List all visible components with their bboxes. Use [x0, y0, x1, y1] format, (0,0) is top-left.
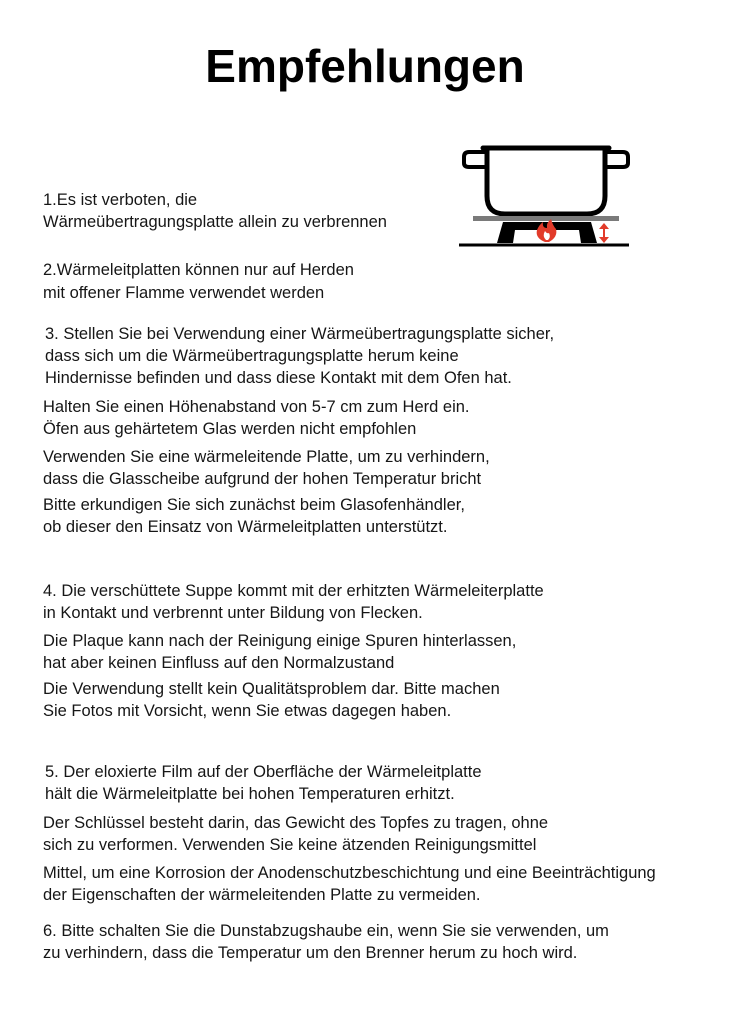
- paragraph-1-line-1: 1.Es ist verboten, die: [43, 191, 198, 209]
- paragraph-8-line-2: hat aber keinen Einfluss auf den Normalzustand: [43, 654, 395, 672]
- double-arrow-icon: [599, 223, 609, 243]
- pot-on-stove-icon: [457, 140, 635, 250]
- paragraph-4-line-2: Öfen aus gehärtetem Glas werden nicht empfohlen: [43, 420, 417, 438]
- paragraph-7-line-2: in Kontakt und verbrennt unter Bildung von Flecken.: [43, 604, 423, 622]
- paragraph-11-line-2: sich zu verformen. Verwenden Sie keine ätzenden Reinigungsmittel: [43, 836, 537, 854]
- paragraph-12-line-1: Mittel, um eine Korrosion der Anodenschutzbeschichtung und eine Beeinträchtigung: [43, 864, 656, 882]
- paragraph-2-line-2: mit offener Flamme verwendet werden: [43, 284, 325, 302]
- page-title: Empfehlungen: [205, 40, 525, 92]
- paragraph-13-line-2: zu verhindern, dass die Temperatur um den Brenner herum zu hoch wird.: [43, 944, 578, 962]
- paragraph-4-line-1: Halten Sie einen Höhenabstand von 5-7 cm zum Herd ein.: [43, 398, 470, 416]
- paragraph-5-line-2: dass die Glasscheibe aufgrund der hohen Temperatur bricht: [43, 470, 482, 488]
- paragraph-11-line-1: Der Schlüssel besteht darin, das Gewicht des Topfes zu tragen, ohne: [43, 814, 549, 832]
- paragraph-3-line-1: 3. Stellen Sie bei Verwendung einer Wärmeübertragungsplatte sicher,: [45, 325, 555, 343]
- paragraph-3-line-3: Hindernisse befinden und dass diese Kontakt mit dem Ofen hat.: [45, 369, 512, 387]
- paragraph-1-line-2: Wärmeübertragungsplatte allein zu verbrennen: [43, 213, 387, 231]
- paragraph-3-line-2: dass sich um die Wärmeübertragungsplatte herum keine: [45, 347, 459, 365]
- paragraph-6-line-1: Bitte erkundigen Sie sich zunächst beim Glasofenhändler,: [43, 496, 465, 514]
- paragraph-9-line-1: Die Verwendung stellt kein Qualitätsproblem dar. Bitte machen: [43, 680, 500, 698]
- paragraph-12-line-2: der Eigenschaften der wärmeleitenden Platte zu vermeiden.: [43, 886, 481, 904]
- paragraph-5-line-1: Verwenden Sie eine wärmeleitende Platte, um zu verhindern,: [43, 448, 490, 466]
- paragraph-10-line-2: hält die Wärmeleitplatte bei hohen Temperaturen erhitzt.: [45, 785, 455, 803]
- paragraph-9-line-2: Sie Fotos mit Vorsicht, wenn Sie etwas dagegen haben.: [43, 702, 452, 720]
- paragraph-8-line-1: Die Plaque kann nach der Reinigung einige Spuren hinterlassen,: [43, 632, 517, 650]
- paragraph-10-line-1: 5. Der eloxierte Film auf der Oberfläche der Wärmeleitplatte: [45, 763, 482, 781]
- paragraph-6-line-2: ob dieser den Einsatz von Wärmeleitplatten unterstützt.: [43, 518, 448, 536]
- paragraph-2-line-1: 2.Wärmeleitplatten können nur auf Herden: [43, 261, 354, 279]
- paragraph-13-line-1: 6. Bitte schalten Sie die Dunstabzugshaube ein, wenn Sie sie verwenden, um: [43, 922, 609, 940]
- paragraph-7-line-1: 4. Die verschüttete Suppe kommt mit der erhitzten Wärmeleiterplatte: [43, 582, 544, 600]
